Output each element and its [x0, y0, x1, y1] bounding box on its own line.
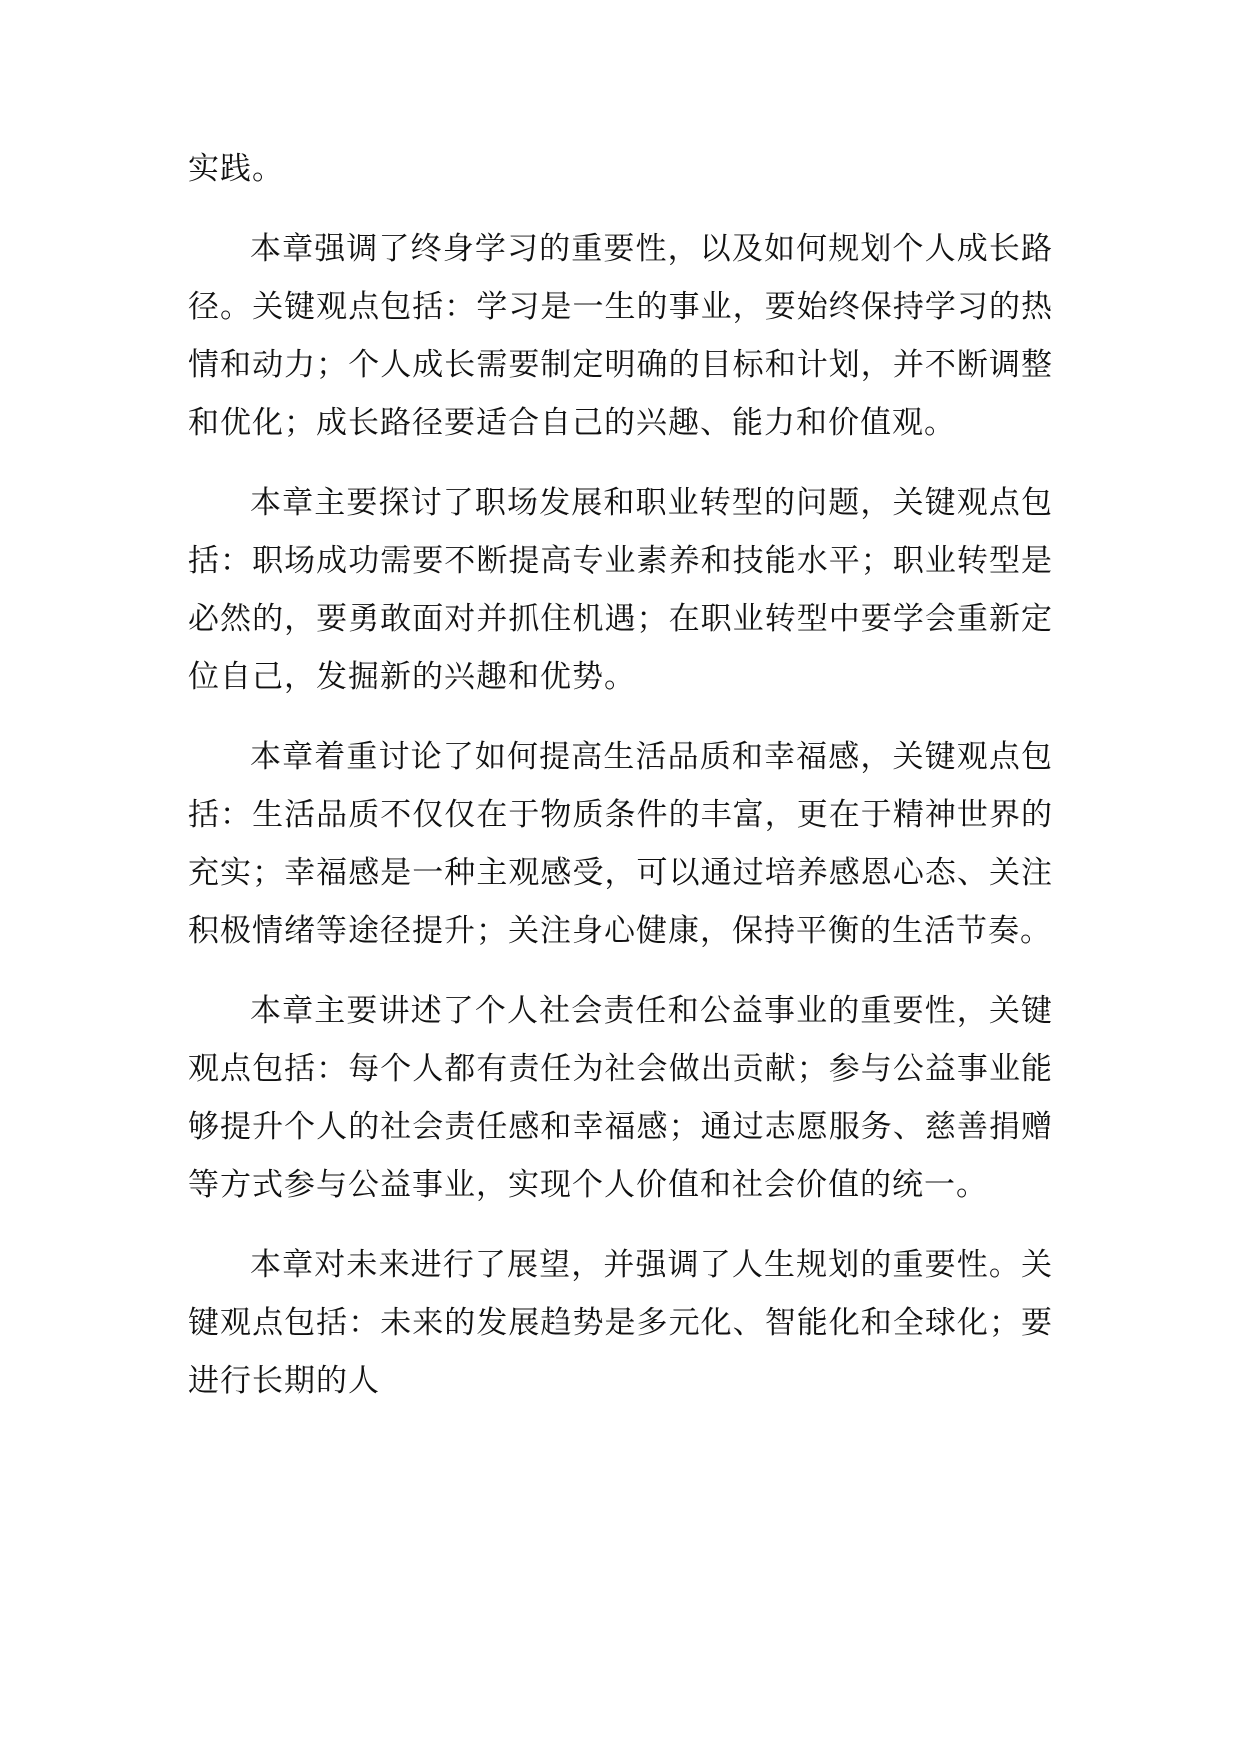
paragraph-career-development: 本章主要探讨了职场发展和职业转型的问题，关键观点包括：职场成功需要不断提高专业素养和技能水平；职业转型是必然的，要勇敢面对并抓住机遇；在职业转型中要学会重新定位自己，发掘新的兴趣和优势。 [188, 485, 1053, 695]
paragraph-future-outlook: 本章对未来进行了展望，并强调了人生规划的重要性。关键观点包括：未来的发展趋势是多元化、智能化和全球化；要进行长期的人 [188, 1247, 1053, 1399]
document-body [188, 140, 1053, 1432]
paragraph-continuation: 实践。 [188, 151, 284, 187]
paragraph-life-quality: 本章着重讨论了如何提高生活品质和幸福感，关键观点包括：生活品质不仅仅在于物质条件的丰富，更在于精神世界的充实；幸福感是一种主观感受，可以通过培养感恩心态、关注积极情绪等途径提升；关注身心健康，保持平衡的生活节奏。 [188, 739, 1053, 949]
paragraph-lifelong-learning: 本章强调了终身学习的重要性，以及如何规划个人成长路径。关键观点包括：学习是一生的事业，要始终保持学习的热情和动力；个人成长需要制定明确的目标和计划，并不断调整和优化；成长路径要适合自己的兴趣、能力和价值观。 [188, 231, 1053, 441]
paragraph-social-responsibility: 本章主要讲述了个人社会责任和公益事业的重要性，关键观点包括：每个人都有责任为社会做出贡献；参与公益事业能够提升个人的社会责任感和幸福感；通过志愿服务、慈善捐赠等方式参与公益事业，实现个人价值和社会价值的统一。 [188, 993, 1053, 1203]
